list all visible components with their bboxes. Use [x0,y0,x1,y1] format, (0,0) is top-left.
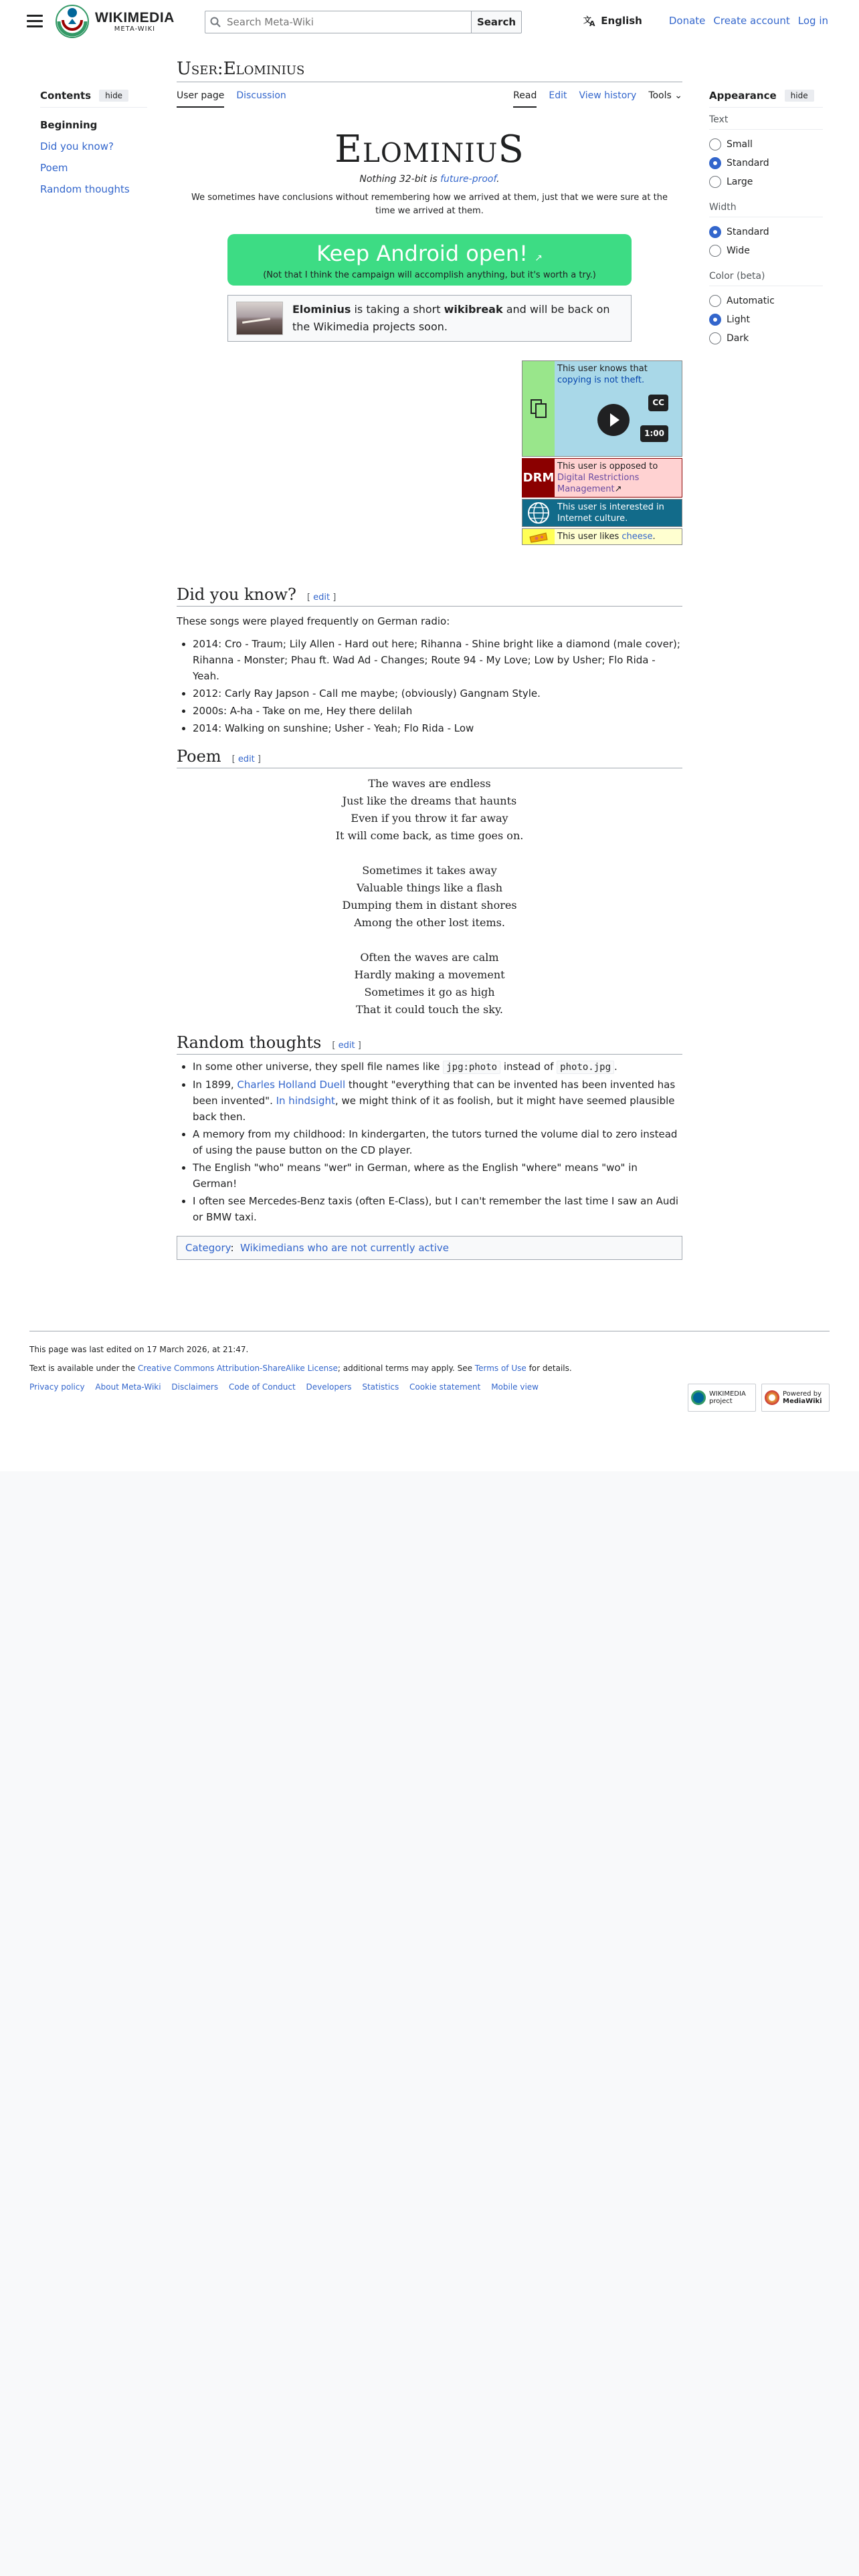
sunset-image [236,302,283,335]
radio-icon [709,157,721,169]
main-content [177,59,682,1260]
tools-label: Tools [648,90,672,101]
poem-line: Just like the dreams that haunts [342,794,517,807]
list-item [193,1077,682,1125]
radio-icon [709,314,721,326]
conclusion-quote: We sometimes have conclusions without remembering how we arrived at them, just that we were sure at the time we arrived at them. [191,193,668,216]
userbox-copying [522,360,682,457]
globe-icon [522,500,555,526]
edit-section-link[interactable]: edit [237,754,255,764]
site-footer [29,1331,830,1405]
text: for details. [526,1364,572,1373]
page-tabs [177,88,682,108]
search-input[interactable] [225,15,466,29]
search-button[interactable]: Search [471,11,522,33]
page-title-name: Elominius [223,59,305,79]
license-link[interactable]: Creative Commons Attribution-ShareAlike License [137,1364,338,1373]
play-icon[interactable] [597,404,630,436]
radio-label: Wide [727,245,750,256]
poem-line: Sometimes it go as high [364,986,495,998]
radio-color-automatic[interactable] [709,292,823,310]
cheese-icon [522,529,555,544]
radio-label: Standard [727,158,769,169]
logo-title: WIKIMEDIA [95,9,175,25]
create-account-link[interactable]: Create account [713,15,790,27]
radio-icon [709,332,721,344]
drm-link[interactable]: Digital Restrictions Management [557,473,640,494]
poem-line: The waves are endless [368,777,491,790]
poem-line: Often the waves are calm [360,951,499,964]
license-text [29,1364,830,1373]
list-item: • 2014: Walking on sunshine; Usher - Yeah; Flo Rida - Low [193,720,682,736]
keep-android-open-banner[interactable] [227,234,632,286]
songs-intro: These songs were played frequently on German radio: [177,615,450,627]
radio-label: Automatic [727,296,775,306]
radio-icon [709,295,721,307]
menu-icon[interactable] [27,15,43,28]
cc-button[interactable]: CC [648,395,668,411]
donate-link[interactable]: Donate [668,15,706,27]
poem-line: Among the other lost items. [354,916,505,929]
poem-stanza [177,775,682,845]
footer-link-mobile-view[interactable]: Mobile view [491,1382,539,1392]
site-logo[interactable] [55,4,175,39]
radio-icon [709,245,721,257]
page-title-namespace: User: [177,59,223,79]
header-actions [583,15,828,27]
site-header [0,0,859,44]
poem-line: Sometimes it takes away [362,864,497,877]
tab-tools[interactable] [648,88,682,108]
radio-label: Dark [727,333,749,344]
poem-line: Valuable things like a flash [356,881,503,894]
login-link[interactable]: Log in [797,15,828,27]
translate-icon [583,15,597,27]
hindsight-link[interactable]: In hindsight [276,1095,335,1107]
tagline-end: . [496,174,500,185]
wikibreak-bold: wikibreak [444,303,503,316]
radio-label: Large [727,177,753,187]
text-size-title: Text [709,114,823,130]
copy-icon [522,361,555,456]
tab-user-page[interactable]: User page [177,88,224,108]
text: Text is available under the [29,1364,138,1373]
appearance-title: Appearance [709,90,777,102]
wikimedia-globe-icon [55,4,90,39]
text: In 1899, [193,1079,237,1091]
footer-link-about[interactable]: About Meta-Wiki [95,1382,161,1392]
radio-width-standard[interactable] [709,223,823,241]
tagline-text: Nothing 32-bit is [359,174,441,185]
tab-edit[interactable]: Edit [549,90,567,101]
cheese-end: . [652,532,656,542]
poem-text [177,775,682,1018]
list-item [193,1059,682,1075]
text: , we might think of it as foolish, but it might have seemed plausible back then. [193,1095,675,1123]
badge-text: Powered by [783,1390,822,1398]
toc-title: Contents [40,90,92,102]
tab-view-history[interactable]: View history [579,90,637,101]
footer-badges [682,1384,830,1412]
future-proof-link[interactable]: future-proof [440,174,497,185]
tab-discussion[interactable]: Discussion [236,90,286,101]
last-edited: This page was last edited on 17 March 2026, at 21:47. [29,1345,249,1354]
poem-line: Hardly making a movement [354,968,505,981]
badge-text: MediaWiki [783,1398,822,1405]
drm-text: This user is opposed to [557,461,658,471]
poem-line: It will come back, as time goes on. [335,829,524,842]
external-link-icon: ↗ [535,253,543,263]
poem-stanza [177,862,682,932]
external-link-icon: ↗ [614,484,622,494]
mediawiki-logo-icon [765,1390,779,1405]
section-did-you-know: Did you know? [ edit ] These songs were played frequently on German radio: • 2014: Cro - Traum; Lily Allen - Hard out here; Rihanna - Shine bright like a diamond (male cover); Rihanna - Monster; Phau ft. Wad Ad - Changes; Route 94 - My Love; Low by Usher; Flo Rida - Yeah. • 2012: Carly Ray Japson - Call me maybe; (obviously) Gangnam Style. • 2000s: A-ha - Take on me, Hey there delilah • 2014: Walking on sunshine; Usher - Yeah; Flo Rida - Low [177,585,682,736]
footer-link-developers[interactable]: Developers [306,1382,352,1392]
footer-link-code-of-conduct[interactable]: Code of Conduct [228,1382,296,1392]
text: . [614,1061,617,1073]
search-box [205,11,475,33]
text: instead of [500,1061,557,1073]
android-title: Keep Android open! [316,241,528,266]
toc-item-random-thoughts[interactable]: Random thoughts [40,183,130,195]
code-snippet: jpg:photo [443,1061,500,1074]
list-item: • 2000s: A-ha - Take on me, Hey there delilah [193,703,682,719]
userbox-drm [522,458,682,498]
appearance-hide-button[interactable]: hide [785,90,814,102]
text: thought "everything that can be invented has been invented has been invented". [193,1079,676,1107]
text: In some other universe, they spell file names like [193,1061,444,1073]
category-box: Category: Wikimedians who are not currently active [177,1236,682,1260]
radio-color-dark[interactable] [709,329,823,348]
wikimedia-project-badge[interactable] [688,1384,756,1412]
poem-line: Even if you throw it far away [351,812,508,825]
radio-width-wide[interactable] [709,241,823,260]
list-item: • 2014: Cro - Traum; Lily Allen - Hard out here; Rihanna - Shine bright like a diamond (male cover); Rihanna - Monster; Phau ft. Wad Ad - Changes; Route 94 - My Love; Low by Usher; Flo Rida - Yeah. [193,636,682,684]
code-snippet: photo.jpg [557,1061,614,1074]
section-poem: Poem [ edit ] The waves are endless Just like the dreams that haunts Even if you throw it far away It will come back, as time goes on. Sometimes it takes away Valuable things like a flash Dumping them in distant shores Among the other lost items. Often the waves are calm Hardly making a movement Sometimes it go as high That it could touch the sky. [177,747,682,1018]
userboxes [522,360,682,545]
radio-color-light[interactable] [709,310,823,329]
toc-hide-button[interactable]: hide [99,90,128,102]
user-name-banner: ElominiuS [335,128,524,171]
radio-icon [709,226,721,238]
wikibreak-user: Elominius [292,303,351,316]
footer-link-cookie[interactable]: Cookie statement [409,1382,481,1392]
section-random-thoughts: Random thoughts [ edit ] • In some other universe, they spell file names like jpg:photo instead of photo.jpg . • In 1899, Charles Holland Duell thought "everything that can be invented has been invented has been invented". In hindsight, we might think of it as foolish, but it might have seemed plausible back then. • A memory from my childhood: In kindergarten, the tutors turned the volume dial to zero instead of using the pause button on the CD player. • The English "who" means "wer" in German, where as the English "where" means "wo" in German! • I often see Mercedes-Benz taxis (often E-Class), but I can't remember the last time I saw an Audi or BMW taxi. [177,1033,682,1225]
search-icon [205,17,225,27]
language-selector[interactable] [583,15,642,27]
radio-icon [709,138,721,150]
footer-link-statistics[interactable]: Statistics [362,1382,399,1392]
edit-section-link[interactable]: edit [313,593,330,603]
cheese-text: This user likes [557,532,622,542]
copy-text: This user knows that [557,364,648,374]
list-item: • I often see Mercedes-Benz taxis (often E-Class), but I can't remember the last time I saw an Audi or BMW taxi. [193,1193,682,1225]
section-heading: Did you know? [177,585,296,604]
table-of-contents [40,90,147,200]
toc-item-did-you-know[interactable]: Did you know? [40,140,114,152]
language-label: English [601,15,642,27]
chevron-down-icon: ⌄ [674,90,682,101]
list-item: • 2012: Carly Ray Japson - Call me maybe; (obviously) Gangnam Style. [193,685,682,702]
poem-line: That it could touch the sky. [356,1003,503,1016]
svg-text:A: A [589,19,595,27]
internet-text: This user is interested in Internet culture. [557,502,664,524]
section-heading: Poem [177,747,221,766]
wikibreak-text: is taking a short [351,303,444,316]
badge-text: WIKIMEDIA project [709,1390,746,1405]
radio-text-small[interactable] [709,135,823,154]
footer-link-privacy[interactable]: Privacy policy [29,1382,85,1392]
list-item: • A memory from my childhood: In kindergarten, the tutors turned the volume dial to zero instead of using the pause button on the CD player. [193,1126,682,1158]
list-item: • The English "who" means "wer" in German, where as the English "where" means "wo" in German! [193,1160,682,1192]
logo-subtitle: META-WIKI [114,25,156,33]
section-heading: Random thoughts [177,1033,322,1052]
toc-item-poem[interactable]: Poem [40,162,68,174]
drm-icon: DRM [522,459,555,497]
svg-text:文: 文 [583,15,592,25]
toc-item-beginning[interactable]: Beginning [40,119,98,131]
category-label-link[interactable]: Category [185,1242,231,1254]
wikibreak-text-end: and will be back on the Wikimedia projects soon. [292,303,610,333]
userbox-cheese [522,528,682,545]
radio-label: Standard [727,227,769,237]
text: ; additional terms may apply. See [337,1364,475,1373]
tab-read[interactable]: Read [513,88,537,108]
powered-by-mediawiki-badge[interactable] [761,1384,830,1412]
copying-link[interactable]: copying is not theft. [557,375,645,385]
cheese-link[interactable]: cheese [622,532,653,542]
radio-icon [709,176,721,188]
tagline [177,174,682,185]
duell-link[interactable]: Charles Holland Duell [237,1079,346,1091]
radio-text-large[interactable] [709,173,823,191]
wikimedia-logo-icon [691,1390,706,1405]
width-title: Width [709,202,823,217]
radio-label: Light [727,314,750,325]
page-title [177,59,682,82]
poem-line: Dumping them in distant shores [342,899,517,911]
color-title: Color (beta) [709,271,823,286]
radio-label: Small [727,139,753,150]
wikibreak-notice [227,295,632,342]
video-duration: 1:00 [640,425,668,442]
poem-stanza [177,949,682,1018]
android-subtitle: (Not that I think the campaign will accomplish anything, but it's worth a try.) [263,270,596,280]
terms-link[interactable]: Terms of Use [474,1364,527,1373]
userbox-internet [522,499,682,527]
radio-text-standard[interactable] [709,154,823,173]
footer-link-disclaimers[interactable]: Disclaimers [171,1382,219,1392]
appearance-panel [709,90,823,358]
category-link[interactable]: Wikimedians who are not currently active [240,1242,449,1254]
edit-section-link[interactable]: edit [338,1041,355,1051]
